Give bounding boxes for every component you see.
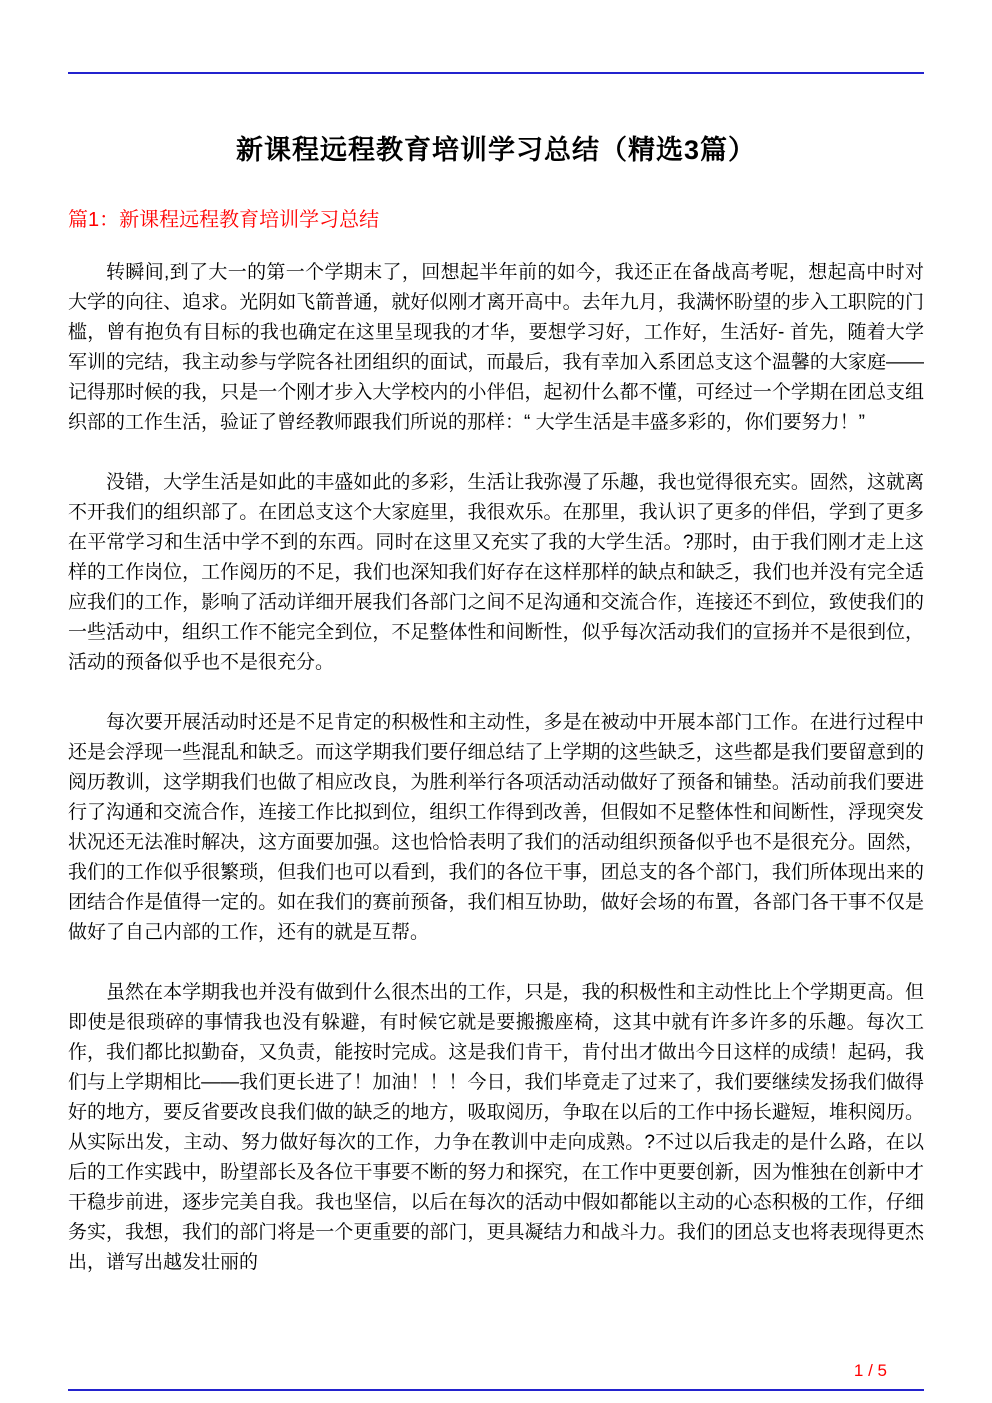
page-number: 1 / 5 <box>853 1361 887 1380</box>
bottom-divider-rule <box>68 1389 924 1391</box>
body-paragraph-4: 虽然在本学期我也并没有做到什么很杰出的工作，只是，我的积极性和主动性比上个学期更高。但即使是很琐碎的事情我也没有躲避，有时候它就是要搬搬座椅，这其中就有许多许多的乐趣。每次工作，我们都比拟勤奋，又负责，能按时完成。这是我们肯干，肯付出才做出今日这样的成绩！起码，我们与上学期相比——我们更长进了！加油！！！今日，我们毕竟走了过来了，我们要继续发扬我们做得好的地方，要反省要改良我们做的缺乏的地方，吸取阅历，争取在以后的工作中扬长避短，堆积阅历。从实际出发，主动、努力做好每次的工作，力争在教训中走向成熟。?不过以后我走的是什么路，在以后的工作实践中，盼望部长及各位干事要不断的努力和探究，在工作中更要创新，因为惟独在创新中才干稳步前进，逐步完美自我。我也坚信，以后在每次的活动中假如都能以主动的心态积极的工作，仔细务实，我想，我们的部门将是一个更重要的部门，更具凝结力和战斗力。我们的团总支也将表现得更杰出，谱写出越发壮丽的 <box>68 982 924 1273</box>
body-paragraph-1: 转瞬间,到了大一的第一个学期末了，回想起半年前的如今，我还正在备战高考呢，想起高中时对大学的向往、追求。光阴如飞箭普通，就好似刚才离开高中。去年九月，我满怀盼望的步入工职院的门槛，曾有抱负有目标的我也确定在这里呈现我的才华，要想学习好，工作好，生活好- 首先，随着大学军训的完结，我主动参与学院各社团组织的面试，而最后，我有幸加入系团总支这个温馨的大家庭——记得那时候的我，只是一个刚才步入大学校内的小伴侣，起初什么都不懂，可经过一个学期在团总支组织部的工作生活，验证了曾经教师跟我们所说的那样：“ 大学生活是丰盛多彩的，你们要努力！” <box>68 262 924 433</box>
document-content <box>68 0 924 1308</box>
body-paragraph-2: 没错，大学生活是如此的丰盛如此的多彩，生活让我弥漫了乐趣，我也觉得很充实。固然，这就离不开我们的组织部了。在团总支这个大家庭里，我很欢乐。在那里，我认识了更多的伴侣，学到了更多在平常学习和生活中学不到的东西。同时在这里又充实了我的大学生活。?那时，由于我们刚才走上这样的工作岗位，工作阅历的不足，我们也深知我们好存在这样那样的缺点和缺乏，我们也并没有完全适应我们的工作，影响了活动详细开展我们各部门之间不足沟通和交流合作，连接还不到位，致使我们的一些活动中，组织工作不能完全到位，不足整体性和间断性，似乎每次活动我们的宣扬并不是很到位，活动的预备似乎也不是很充分。 <box>68 472 924 673</box>
body-paragraph-3: 每次要开展活动时还是不足肯定的积极性和主动性，多是在被动中开展本部门工作。在进行过程中还是会浮现一些混乱和缺乏。而这学期我们要仔细总结了上学期的这些缺乏，这些都是我们要留意到的阅历教训，这学期我们也做了相应改良，为胜利举行各项活动活动做好了预备和铺垫。活动前我们要进行了沟通和交流合作，连接工作比拟到位，组织工作得到改善，但假如不足整体性和间断性，浮现突发状况还无法准时解决，这方面要加强。这也恰恰表明了我们的活动组织预备似乎也不是很充分。固然，我们的工作似乎很繁琐，但我们也可以看到，我们的各位干事，团总支的各个部门，我们所体现出来的团结合作是值得一定的。如在我们的赛前预备，我们相互协助，做好会场的布置，各部门各干事不仅是做好了自己内部的工作，还有的就是互帮。 <box>68 712 924 943</box>
section-heading: 篇1：新课程远程教育培训学习总结 <box>68 209 380 231</box>
document-title: 新课程远程教育培训学习总结（精选3篇） <box>235 135 756 165</box>
document-body <box>68 258 924 1278</box>
